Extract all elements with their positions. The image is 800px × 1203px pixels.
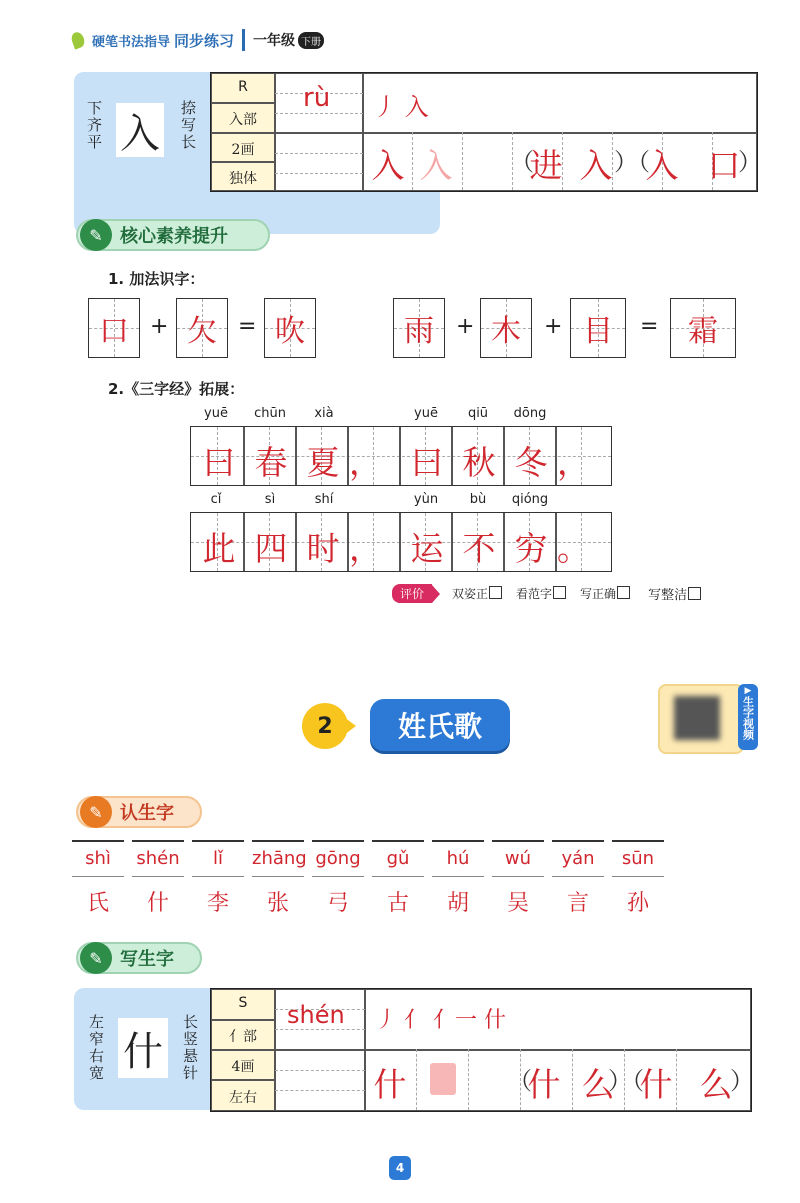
q2-r1-py-2: chūn [254,406,286,421]
eq2-box-4: 霜 [670,298,736,358]
video-label: 生字视频 [741,696,755,740]
char1-right-note: 捺写长 [179,100,197,151]
video-icon: ▶ [744,686,752,696]
q2-r2-ch-5: 运 [410,529,444,568]
section-recognize: ✎ 认生字 [76,796,202,828]
q2-row2 [190,512,612,572]
header [72,26,324,54]
char2-pinyin: shén [287,1001,345,1029]
eval-checkbox-4[interactable] [688,587,701,600]
q2-r1-py-1: yuē [204,406,228,421]
q2-row1 [190,426,612,486]
char2-radical: 亻部 [229,1029,257,1045]
header-divider [242,29,245,51]
q2-r1-ch-5: 曰 [410,443,444,482]
section-write: ✎ 写生字 [76,942,202,974]
q1-title: 1. 加法识字： [108,270,205,288]
grade-label: 一年级 [253,33,296,49]
char2-paren-close: ） [730,1067,754,1095]
series-title: 硬笔书法指导 [92,34,171,50]
evaluation-arrow-icon [432,585,440,603]
lesson-number: 2 [302,703,348,749]
eval-item-4: 写整洁 [648,584,701,603]
q2-r2-ch-2: 四 [254,529,288,568]
eq1-box-2: 欠 [176,298,228,358]
char2-word1-b: 么 [581,1065,615,1104]
eq2-plus-1: + [456,314,475,339]
char1-structure: 独体 [229,171,257,187]
char1-paren-close: ） [738,148,762,176]
video-panel[interactable] [658,684,744,754]
pencil-icon: ✎ [80,942,112,974]
q2-r2-ch-6: 不 [462,529,496,568]
char1-word2-b: 口 [707,146,741,185]
evaluation-bar [392,584,701,603]
eq2-box-2: 木 [480,298,532,358]
q2-r1-py-4: yuē [414,406,438,421]
q2-r1-py-5: qiū [467,406,489,421]
char1-left-note: 下齐平 [85,100,103,151]
q2-r1-ch-8: ， [557,443,590,482]
char1-paren-open: （ [510,148,534,176]
eq2-plus-2: + [544,314,563,339]
char1-stroke-order: 丿 入 [373,93,429,121]
q2-r2-ch-4: ， [349,529,382,568]
q2-r2-py-2: sì [264,492,276,507]
char1-sample: 入 [116,103,164,157]
char2-word1-a: 什 [527,1065,561,1104]
q2-r2-py-3: shí [314,492,334,507]
char1-radical: 入部 [229,112,257,128]
q2-r1-ch-6: 秋 [462,443,496,482]
char2-word2-b: 么 [699,1065,733,1104]
char1-word2-a: 入 [645,146,679,185]
q2-r2-ch-8: 。 [557,529,590,568]
char2-sample: 什 [118,1018,168,1078]
q2-r2-ch-7: 穷 [514,529,548,568]
q2-r2-py-4: yùn [413,492,439,507]
eval-checkbox-1[interactable] [489,586,502,599]
page-number: 4 [389,1156,411,1180]
char2-practice-row [364,1049,754,1110]
char2-practice-2-trace [430,1063,456,1095]
char1-practice-row [362,132,762,190]
eval-item-1: 双姿正 [452,585,502,602]
lesson-title: 姓氏歌 [370,699,510,751]
q2-r2-ch-3: 时 [306,529,340,568]
q2-r1-ch-7: 冬 [514,443,548,482]
q2-r2-py-6: qióng [511,492,549,507]
eq1-equals: = [238,314,257,339]
char2-paren-open: （ [508,1067,532,1095]
pencil-icon: ✎ [80,219,112,251]
char2-structure: 左右 [229,1090,257,1106]
char1-letter: R [238,79,248,95]
q2-r1-ch-2: 春 [254,443,288,482]
q2-r1-ch-4: ， [349,443,382,482]
q2-r2-py-5: bù [469,492,487,507]
volume-badge: 下册 [298,32,324,49]
eval-item-3: 写正确 [580,585,630,602]
q2-r1-ch-1: 曰 [202,443,236,482]
book-title: 同步练习 [174,31,235,50]
recognize-list: shì 氏 shén 什 lǐ 李 zhāng 张 gōng 弓 gǔ 古 hú 胡 wú 吴 yán 言 sūn 孙 [72,840,668,920]
char2-practice-1: 什 [373,1065,407,1104]
char1-pinyin: rù [303,83,331,113]
eq1-plus: + [150,314,169,339]
q2-r2-py-1: cǐ [210,492,222,507]
char2-letter: S [238,995,248,1011]
char2-paren-mid: ）（ [608,1067,644,1095]
q2-r1-ch-3: 夏 [306,443,340,482]
char2-right-note: 长竖悬针 [181,1014,199,1082]
eq1-box-1: 口 [88,298,140,358]
char2-left-note: 左窄右宽 [87,1014,105,1082]
char1-word1-a: 进 [529,146,563,185]
qr-code-icon[interactable] [674,696,720,740]
pencil-icon: ✎ [80,796,112,828]
lesson-number-tail [344,717,356,735]
char1-practice-1: 入 [371,146,405,185]
eval-item-2: 看范字 [516,585,566,602]
char2-stroke-order: 丿 亻 亻一 什 [375,1008,506,1033]
eq2-equals: = [640,314,659,339]
eq2-box-1: 雨 [393,298,445,358]
char1-paren-mid: ）（ [614,148,650,176]
eval-checkbox-2[interactable] [553,586,566,599]
section-improve: ✎ 核心素养提升 [76,219,270,251]
q2-r1-py-6: dōng [513,406,547,421]
char2-strokes: 4画 [231,1059,255,1075]
q2-title: 2.《三字经》拓展： [108,380,245,398]
eq1-box-3: 吹 [264,298,316,358]
q2-r2-ch-1: 此 [202,529,236,568]
video-tab[interactable] [738,684,758,750]
eq2-box-3: 目 [570,298,626,358]
char1-practice-2: 入 [419,146,453,185]
leaf-icon [70,30,87,49]
evaluation-label: 评价 [392,584,432,603]
eval-checkbox-3[interactable] [617,586,630,599]
char1-word1-b: 入 [579,146,613,185]
char2-word2-a: 什 [639,1065,673,1104]
q2-r1-py-3: xià [314,406,334,421]
char1-strokes: 2画 [231,142,255,158]
